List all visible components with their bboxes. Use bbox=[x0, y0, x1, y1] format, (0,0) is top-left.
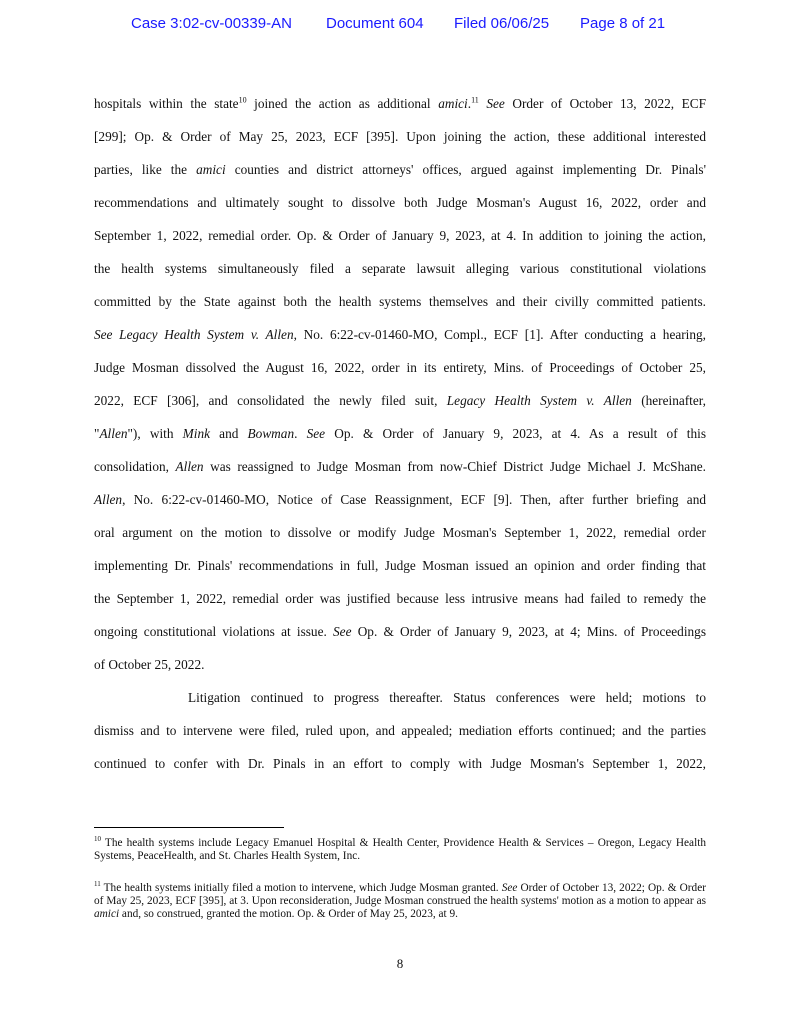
body-line-7: committed by the State against both the health systems themselves and their civilly committed patients. bbox=[94, 294, 706, 309]
body-line-17: ongoing constitutional violations at issue. See Op. & Order of January 9, 2023, at 4; Mins. of Proceedings bbox=[94, 624, 707, 639]
page-number: 8 bbox=[396, 956, 404, 971]
header-case-number: Case 3:02-cv-00339-AN bbox=[131, 15, 292, 32]
footnote-ref-11[interactable]: 11 bbox=[471, 95, 479, 105]
body-line-1: hospitals within the state$^{10}$ joined the action as additional amici.$^{11}$ See Order of October 13, 2022, ECF bbox=[94, 95, 707, 111]
footnote-divider bbox=[94, 827, 284, 828]
body-line-19: Litigation continued to progress thereafter. Status conferences were held; motions to bbox=[188, 690, 706, 705]
header-filed-date: Filed 06/06/25 bbox=[454, 15, 550, 32]
body-line-2: [299]; Op. & Order of May 25, 2023, ECF [395]. Upon joining the action, these additional interested bbox=[94, 129, 706, 144]
body-line-4: recommendations and ultimately sought to dissolve both Judge Mosman's August 16, 2022, order and bbox=[94, 195, 706, 210]
body-line-15: implementing Dr. Pinals' recommendations in full, Judge Mosman issued an opinion and order finding that bbox=[94, 558, 706, 573]
body-line-11: "Allen"), with Mink and Bowman. See Op. & Order of January 9, 2023, at 4. As a result of this bbox=[94, 426, 706, 441]
footnote-10-number: 10 bbox=[94, 835, 101, 844]
body-line-3: parties, like the amici counties and district attorneys' offices, argued against implementing Dr. Pinals' bbox=[94, 162, 706, 177]
body-line-6: the health systems simultaneously filed a separate lawsuit alleging various constitutional violations bbox=[94, 261, 706, 276]
header-page-count: Page 8 of 21 bbox=[580, 15, 666, 32]
footnote-11-number: 11 bbox=[94, 880, 101, 889]
ecf-header bbox=[0, 15, 800, 35]
body-line-5: September 1, 2022, remedial order. Op. & Order of January 9, 2023, at 4. In addition to joining the action, bbox=[94, 228, 706, 243]
body-line-21: continued to confer with Dr. Pinals in an effort to comply with Judge Mosman's September 1, 2022, bbox=[94, 756, 706, 771]
header-document-number: Document 604 bbox=[326, 15, 424, 32]
body-line-18: of October 25, 2022. bbox=[94, 657, 205, 672]
body-line-14: oral argument on the motion to dissolve or modify Judge Mosman's September 1, 2022, remedial order bbox=[94, 525, 706, 540]
footnote-11: $^{11}$ The health systems initially filed a motion to intervene, which Judge Mosman granted. See Order of October 13, 2022; Op. & Order of May 25, 2023, ECF [395], at 3. Upon reconsideration, Judge Mosman construed the health systems' motion as a motion to appear as amici and, so construed, granted the motion. Op. & Order of May 25, 2023, at 9. bbox=[94, 880, 706, 920]
body-line-9: Judge Mosman dissolved the August 16, 2022, order in its entirety, Mins. of Proceedings of October 25, bbox=[94, 360, 706, 375]
body-line-13: Allen, No. 6:22-cv-01460-MO, Notice of Case Reassignment, ECF [9]. Then, after further briefing and bbox=[94, 492, 706, 507]
body-line-10: 2022, ECF [306], and consolidated the newly filed suit, Legacy Health System v. Allen (hereinafter, bbox=[94, 393, 706, 408]
body-line-20: dismiss and to intervene were filed, ruled upon, and appealed; mediation efforts continued; and the parties bbox=[94, 723, 706, 738]
footnote-ref-10[interactable]: 10 bbox=[238, 95, 247, 105]
body-line-12: consolidation, Allen was reassigned to Judge Mosman from now-Chief District Judge Michael J. McShane. bbox=[94, 459, 707, 474]
footnote-10: $^{10}$ The health systems include Legacy Emanuel Hospital & Health Center, Providence Health & Services – Oregon, Legacy Health Systems, PeaceHealth, and St. Charles Health System, Inc. bbox=[94, 835, 706, 862]
body-line-16: the September 1, 2022, remedial order was justified because less intrusive means had failed to remedy the bbox=[94, 591, 706, 606]
body-line-8: See Legacy Health System v. Allen, No. 6:22-cv-01460-MO, Compl., ECF [1]. After conducting a hearing, bbox=[94, 327, 706, 342]
body-text bbox=[94, 87, 706, 780]
